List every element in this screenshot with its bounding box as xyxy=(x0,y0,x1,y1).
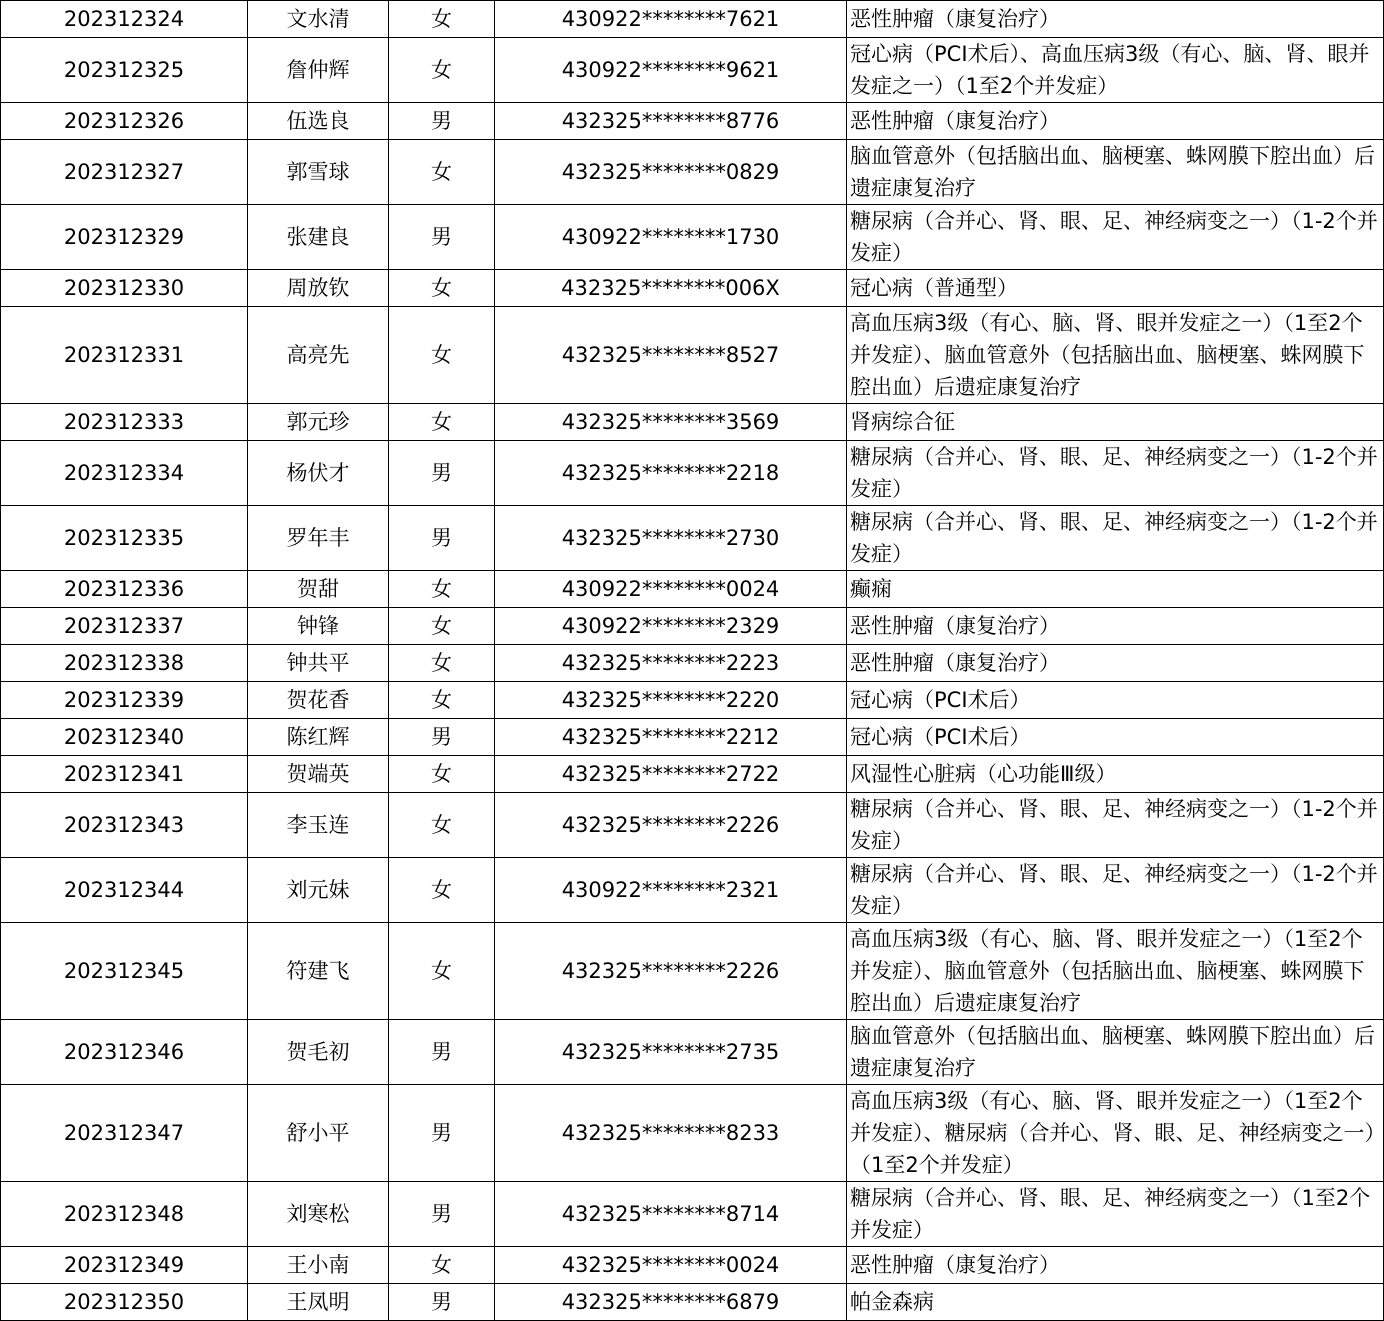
cell-idcard: 432325********2226 xyxy=(495,793,847,858)
cell-sex: 男 xyxy=(389,441,495,506)
table-row xyxy=(1,270,1384,307)
cell-diagnosis: 恶性肿瘤（康复治疗） xyxy=(847,645,1384,682)
table-row xyxy=(1,793,1384,858)
cell-diagnosis: 冠心病（PCI术后） xyxy=(847,682,1384,719)
cell-idcard: 432325********2226 xyxy=(495,923,847,1020)
cell-id: 202312338 xyxy=(1,645,248,682)
cell-name: 伍选良 xyxy=(248,103,389,140)
cell-id: 202312331 xyxy=(1,307,248,404)
cell-name: 贺端英 xyxy=(248,756,389,793)
cell-idcard: 432325********0024 xyxy=(495,1247,847,1284)
cell-idcard: 432325********8714 xyxy=(495,1182,847,1247)
table-row xyxy=(1,103,1384,140)
cell-sex: 女 xyxy=(389,793,495,858)
cell-name: 文水清 xyxy=(248,1,389,38)
cell-sex: 男 xyxy=(389,506,495,571)
cell-idcard: 432325********2730 xyxy=(495,506,847,571)
cell-name: 高亮先 xyxy=(248,307,389,404)
cell-id: 202312345 xyxy=(1,923,248,1020)
cell-id: 202312327 xyxy=(1,140,248,205)
cell-diagnosis: 脑血管意外（包括脑出血、脑梗塞、蛛网膜下腔出血）后遗症康复治疗 xyxy=(847,1020,1384,1085)
cell-id: 202312344 xyxy=(1,858,248,923)
cell-sex: 女 xyxy=(389,270,495,307)
cell-idcard: 432325********006X xyxy=(495,270,847,307)
table-row xyxy=(1,1020,1384,1085)
cell-diagnosis: 恶性肿瘤（康复治疗） xyxy=(847,1247,1384,1284)
cell-diagnosis: 风湿性心脏病（心功能Ⅲ级） xyxy=(847,756,1384,793)
cell-idcard: 432325********2218 xyxy=(495,441,847,506)
cell-diagnosis: 高血压病3级（有心、脑、肾、眼并发症之一）（1至2个并发症）、脑血管意外（包括脑出血、脑梗塞、蛛网膜下腔出血）后遗症康复治疗 xyxy=(847,307,1384,404)
cell-sex: 女 xyxy=(389,682,495,719)
table-row xyxy=(1,756,1384,793)
cell-sex: 女 xyxy=(389,923,495,1020)
cell-name: 符建飞 xyxy=(248,923,389,1020)
cell-name: 陈红辉 xyxy=(248,719,389,756)
table-row xyxy=(1,205,1384,270)
cell-idcard: 432325********6879 xyxy=(495,1284,847,1321)
cell-sex: 男 xyxy=(389,719,495,756)
cell-diagnosis: 肾病综合征 xyxy=(847,404,1384,441)
cell-id: 202312325 xyxy=(1,38,248,103)
cell-sex: 女 xyxy=(389,38,495,103)
cell-name: 贺毛初 xyxy=(248,1020,389,1085)
cell-id: 202312350 xyxy=(1,1284,248,1321)
cell-idcard: 432325********2220 xyxy=(495,682,847,719)
cell-id: 202312336 xyxy=(1,571,248,608)
cell-sex: 男 xyxy=(389,1182,495,1247)
cell-sex: 女 xyxy=(389,608,495,645)
cell-idcard: 430922********2321 xyxy=(495,858,847,923)
table-row xyxy=(1,719,1384,756)
cell-diagnosis: 糖尿病（合并心、肾、眼、足、神经病变之一）（1-2个并发症） xyxy=(847,793,1384,858)
cell-diagnosis: 冠心病（PCI术后）、高血压病3级（有心、脑、肾、眼并发症之一）（1至2个并发症） xyxy=(847,38,1384,103)
table-row xyxy=(1,38,1384,103)
cell-diagnosis: 冠心病（普通型） xyxy=(847,270,1384,307)
cell-name: 钟锋 xyxy=(248,608,389,645)
cell-name: 钟共平 xyxy=(248,645,389,682)
table-row xyxy=(1,307,1384,404)
table-row xyxy=(1,404,1384,441)
cell-idcard: 432325********2722 xyxy=(495,756,847,793)
cell-diagnosis: 脑血管意外（包括脑出血、脑梗塞、蛛网膜下腔出血）后遗症康复治疗 xyxy=(847,140,1384,205)
cell-id: 202312348 xyxy=(1,1182,248,1247)
cell-name: 刘寒松 xyxy=(248,1182,389,1247)
cell-diagnosis: 糖尿病（合并心、肾、眼、足、神经病变之一）（1-2个并发症） xyxy=(847,858,1384,923)
table-row xyxy=(1,1085,1384,1182)
cell-diagnosis: 癫痫 xyxy=(847,571,1384,608)
cell-sex: 女 xyxy=(389,1247,495,1284)
cell-id: 202312347 xyxy=(1,1085,248,1182)
cell-name: 王小南 xyxy=(248,1247,389,1284)
cell-name: 王凤明 xyxy=(248,1284,389,1321)
cell-sex: 男 xyxy=(389,103,495,140)
cell-sex: 女 xyxy=(389,404,495,441)
table-row xyxy=(1,1284,1384,1321)
cell-idcard: 432325********2735 xyxy=(495,1020,847,1085)
cell-id: 202312324 xyxy=(1,1,248,38)
cell-name: 郭元珍 xyxy=(248,404,389,441)
cell-sex: 男 xyxy=(389,205,495,270)
cell-diagnosis: 糖尿病（合并心、肾、眼、足、神经病变之一）（1-2个并发症） xyxy=(847,441,1384,506)
cell-diagnosis: 高血压病3级（有心、脑、肾、眼并发症之一）（1至2个并发症）、糖尿病（合并心、肾、眼、足、神经病变之一）（1至2个并发症） xyxy=(847,1085,1384,1182)
cell-sex: 女 xyxy=(389,140,495,205)
table-row xyxy=(1,608,1384,645)
cell-id: 202312329 xyxy=(1,205,248,270)
cell-name: 舒小平 xyxy=(248,1085,389,1182)
cell-sex: 男 xyxy=(389,1085,495,1182)
cell-idcard: 430922********7621 xyxy=(495,1,847,38)
cell-id: 202312334 xyxy=(1,441,248,506)
cell-sex: 女 xyxy=(389,307,495,404)
cell-diagnosis: 高血压病3级（有心、脑、肾、眼并发症之一）（1至2个并发症）、脑血管意外（包括脑出血、脑梗塞、蛛网膜下腔出血）后遗症康复治疗 xyxy=(847,923,1384,1020)
table-row xyxy=(1,506,1384,571)
cell-name: 刘元妹 xyxy=(248,858,389,923)
cell-diagnosis: 冠心病（PCI术后） xyxy=(847,719,1384,756)
cell-idcard: 432325********8527 xyxy=(495,307,847,404)
cell-id: 202312337 xyxy=(1,608,248,645)
cell-idcard: 430922********9621 xyxy=(495,38,847,103)
cell-id: 202312341 xyxy=(1,756,248,793)
cell-name: 周放钦 xyxy=(248,270,389,307)
cell-id: 202312340 xyxy=(1,719,248,756)
table-row xyxy=(1,1182,1384,1247)
cell-sex: 女 xyxy=(389,756,495,793)
cell-sex: 女 xyxy=(389,1,495,38)
cell-name: 罗年丰 xyxy=(248,506,389,571)
cell-diagnosis: 糖尿病（合并心、肾、眼、足、神经病变之一）（1至2个并发症） xyxy=(847,1182,1384,1247)
cell-sex: 女 xyxy=(389,571,495,608)
cell-name: 贺甜 xyxy=(248,571,389,608)
cell-sex: 女 xyxy=(389,858,495,923)
cell-sex: 男 xyxy=(389,1284,495,1321)
cell-name: 杨伏才 xyxy=(248,441,389,506)
cell-idcard: 430922********0024 xyxy=(495,571,847,608)
table-row xyxy=(1,645,1384,682)
cell-id: 202312330 xyxy=(1,270,248,307)
cell-id: 202312349 xyxy=(1,1247,248,1284)
cell-diagnosis: 糖尿病（合并心、肾、眼、足、神经病变之一）（1-2个并发症） xyxy=(847,506,1384,571)
table-row xyxy=(1,1,1384,38)
cell-idcard: 432325********2212 xyxy=(495,719,847,756)
cell-idcard: 432325********3569 xyxy=(495,404,847,441)
cell-diagnosis: 恶性肿瘤（康复治疗） xyxy=(847,1,1384,38)
cell-id: 202312333 xyxy=(1,404,248,441)
table-row xyxy=(1,682,1384,719)
cell-name: 贺花香 xyxy=(248,682,389,719)
cell-idcard: 432325********8233 xyxy=(495,1085,847,1182)
table-row xyxy=(1,858,1384,923)
cell-id: 202312343 xyxy=(1,793,248,858)
table-row xyxy=(1,571,1384,608)
table-row xyxy=(1,923,1384,1020)
cell-sex: 女 xyxy=(389,645,495,682)
cell-id: 202312335 xyxy=(1,506,248,571)
cell-id: 202312326 xyxy=(1,103,248,140)
cell-idcard: 432325********2223 xyxy=(495,645,847,682)
cell-name: 李玉连 xyxy=(248,793,389,858)
table-row xyxy=(1,1247,1384,1284)
cell-idcard: 430922********1730 xyxy=(495,205,847,270)
cell-name: 张建良 xyxy=(248,205,389,270)
cell-sex: 男 xyxy=(389,1020,495,1085)
cell-id: 202312346 xyxy=(1,1020,248,1085)
table-row xyxy=(1,441,1384,506)
cell-name: 郭雪球 xyxy=(248,140,389,205)
cell-diagnosis: 帕金森病 xyxy=(847,1284,1384,1321)
cell-name: 詹仲辉 xyxy=(248,38,389,103)
cell-diagnosis: 恶性肿瘤（康复治疗） xyxy=(847,608,1384,645)
cell-diagnosis: 糖尿病（合并心、肾、眼、足、神经病变之一）（1-2个并发症） xyxy=(847,205,1384,270)
cell-idcard: 432325********8776 xyxy=(495,103,847,140)
cell-idcard: 432325********0829 xyxy=(495,140,847,205)
cell-id: 202312339 xyxy=(1,682,248,719)
table-row xyxy=(1,140,1384,205)
cell-idcard: 430922********2329 xyxy=(495,608,847,645)
cell-diagnosis: 恶性肿瘤（康复治疗） xyxy=(847,103,1384,140)
